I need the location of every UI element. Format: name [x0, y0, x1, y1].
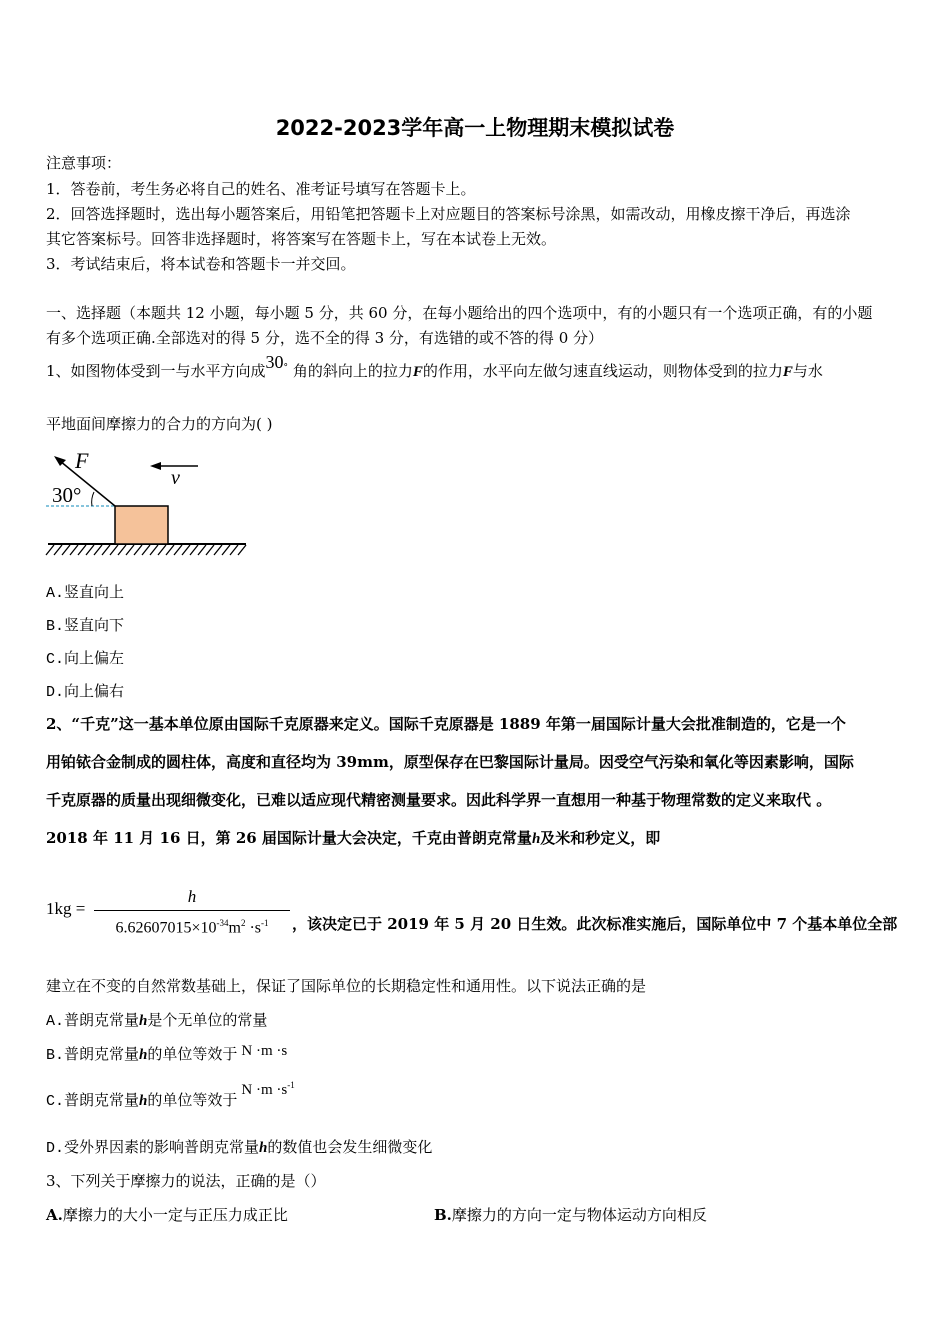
question-2-stem-cont: 2018 年 11 月 16 日，第 26 届国际计量大会决定，千克由普朗克常量h及米和秒定义，即 [46, 829, 661, 847]
block [115, 506, 168, 544]
notice-item: 1．答卷前，考生务必将自己的姓名、准考证号填写在答题卡上。 [46, 180, 476, 198]
velocity-arrow-head [150, 462, 161, 470]
angle-label: 30° [52, 483, 82, 507]
section-heading-cont: 有多个选项正确.全部选对的得 5 分，选不全的得 3 分，有选错的或不答的得 0 分） [46, 329, 604, 347]
q1-option-c[interactable]: C.向上偏左 [46, 649, 125, 668]
question-2-stem-cont: ，该决定已于 2019 年 5 月 20 日生效。此次标准实施后，国际单位中 7 个基本单位全部 [292, 915, 898, 933]
q1-option-a[interactable]: A.竖直向上 [46, 583, 125, 602]
q2-option-b[interactable]: B.普朗克常量h的单位等效于 N ·m ·s [46, 1043, 288, 1064]
page-title: 2022-2023学年高一上物理期末模拟试卷 [275, 116, 675, 140]
q2-option-a[interactable]: A.普朗克常量h是个无单位的常量 [46, 1011, 268, 1030]
var-f: F [782, 364, 793, 380]
notice-item: 其它答案标号。回答非选择题时，将答案写在答题卡上，写在本试卷上无效。 [46, 230, 557, 248]
q1-option-b[interactable]: B.竖直向下 [46, 616, 125, 635]
q1-option-d[interactable]: D.向上偏右 [46, 682, 125, 701]
question-2-stem-cont: 建立在不变的自然常数基础上，保证了国际单位的长期稳定性和通用性。以下说法正确的是 [46, 977, 647, 995]
question-3-stem: 3、下列关于摩擦力的说法，正确的是（） [46, 1172, 326, 1190]
section-heading: 一、选择题（本题共 12 小题，每小题 5 分，共 60 分，在每小题给出的四个选项中，有的小题只有一个选项正确，有的小题 [46, 304, 873, 322]
formula-fraction [94, 886, 290, 938]
var-f: F [412, 364, 423, 380]
unit-value: N ·m ·s [241, 1082, 288, 1098]
question-1-stem-cont: 平地面间摩擦力的合力的方向为( ) [46, 415, 273, 433]
notice-item: 2．回答选择题时，选出每小题答案后，用铅笔把答题卡上对应题目的答案标号涂黑，如需改动，用橡皮擦干净后，再选涂 [46, 205, 851, 223]
q2-option-d[interactable]: D.受外界因素的影响普朗克常量h的数值也会发生细微变化 [46, 1138, 433, 1157]
q3-option-b[interactable]: B.摩擦力的方向一定与物体运动方向相反 [434, 1206, 707, 1224]
formula-numerator: h [187, 887, 197, 906]
angle-value: 30 [265, 352, 284, 372]
formula-lhs: 1kg = [46, 899, 86, 918]
question-2-stem: 2、“千克”这一基本单位原由国际千克原器来定义。国际千克原器是 1889 年第一届国际计量大会批准制造的，它是一个 [46, 715, 846, 733]
q3-option-a[interactable]: A.摩擦力的大小一定与正压力成正比 [46, 1206, 288, 1224]
unit-value: N ·m ·s [241, 1043, 288, 1059]
velocity-label: v [171, 467, 180, 489]
kilogram-definition-formula [46, 886, 306, 936]
question-1-stem: 1、如图物体受到一与水平方向成30° 角的斜向上的拉力F的作用，水平向左做匀速直线运动，则物体受到的拉力F与水 [46, 352, 823, 380]
force-label: F [75, 448, 89, 473]
var-h: h [531, 831, 541, 847]
formula-denominator: $6.62607015\times 10^{-34}m^2 \cdot s^{-1}$ [115, 918, 269, 937]
q2-option-c[interactable]: C.普朗克常量h的单位等效于$N \cdot m \cdot s^{-1}$ [46, 1080, 295, 1110]
question-2-stem-cont: 千克原器的质量出现细微变化，已难以适应现代精密测量要求。因此科学界一直想用一种基于物理常数的定义来取代 。 [46, 791, 832, 809]
question-2-stem-cont: 用铂铱合金制成的圆柱体，高度和直径均为 39mm，原型保存在巴黎国际计量局。因受空气污染和氧化等因素影响，国际 [46, 753, 854, 771]
notice-item: 3．考试结束后，将本试卷和答题卡一并交回。 [46, 255, 356, 273]
notice-heading: 注意事项： [46, 154, 122, 172]
force-diagram [44, 445, 254, 560]
